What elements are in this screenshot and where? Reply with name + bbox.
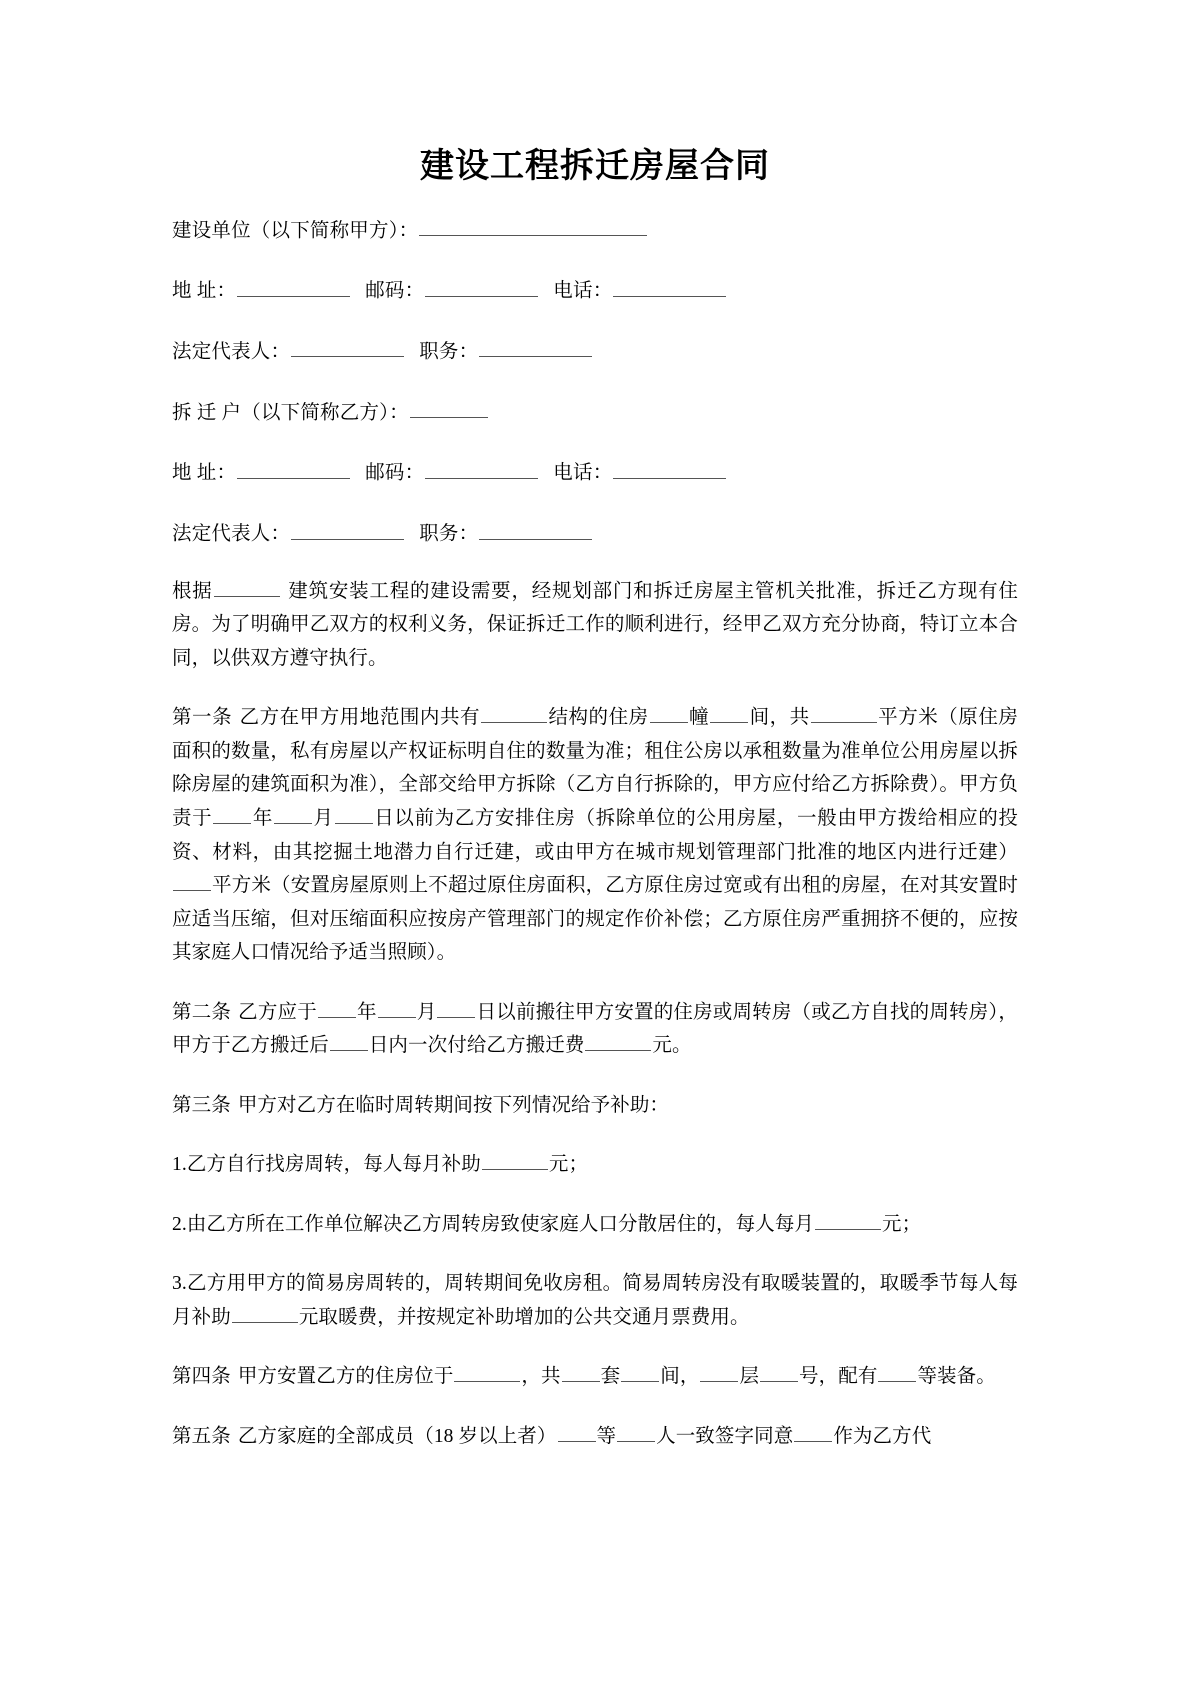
article-4-sets-input[interactable] (562, 1361, 600, 1382)
article-1-seg2: 结构的住房 (548, 707, 649, 729)
article-2-seg6: 元。 (652, 1035, 692, 1057)
article-4-seg3: 套 (600, 1366, 621, 1388)
article-5-agent-input[interactable] (794, 1420, 832, 1441)
article-4-seg4: 间， (660, 1366, 700, 1388)
preamble-project-input[interactable] (214, 575, 280, 596)
preamble-seg1: 根据 (172, 580, 213, 602)
builder-legal-rep-input[interactable] (291, 336, 404, 357)
subsidy-1-amount-input[interactable] (482, 1149, 548, 1170)
article-5-seg1: 乙方家庭的全部成员（18 岁以上者） (237, 1425, 557, 1447)
preamble-paragraph (172, 549, 1018, 676)
legal-rep-label: 法定代表人： (172, 523, 291, 545)
article-4-label: 第四条 (172, 1366, 231, 1388)
article-5-seg4: 作为乙方代 (833, 1425, 932, 1447)
resident-position-input[interactable] (479, 518, 592, 539)
phone-label: 电话： (553, 462, 613, 484)
article-1-day-input[interactable] (335, 803, 373, 824)
article-4-equipment-input[interactable] (878, 1361, 916, 1382)
article-4-location-input[interactable] (454, 1361, 520, 1382)
builder-address-input[interactable] (237, 275, 350, 296)
article-2-year-input[interactable] (318, 996, 356, 1017)
article-2-seg3: 月 (416, 1001, 437, 1023)
field-resident-unit-label: 拆 迁 户（以下简称乙方）： (172, 402, 409, 424)
article-1-seg8: 日以前为乙方安排住房（拆除单位的公用房屋，一般由甲方拨给相应的投资、材料，由其挖掘土地潜力自行迁建，或由甲方在城市规划管理部门批准的地区内进行迁建） (172, 808, 1019, 863)
article-2-day-input[interactable] (437, 996, 475, 1017)
article-3-text: 甲方对乙方在临时周转期间按下列情况给予补助： (237, 1094, 670, 1116)
article-2-seg5: 日内一次付给乙方搬迁费 (368, 1035, 585, 1057)
preamble-seg2: 建筑安装工程的建设需要，经规划部门和拆迁房屋主管机关批准，拆迁乙方现有住房。为了明确甲乙双方的权利义务，保证拆迁工作的顺利进行，经甲乙双方充分协商，特订立本合同，以供双方遵守执行。 (172, 580, 1019, 669)
article-3-paragraph (172, 1063, 1018, 1123)
subsidy-1-seg1: 乙方自行找房周转，每人每月补助 (186, 1154, 481, 1176)
subsidy-1-num: 1. (172, 1154, 187, 1176)
article-4-paragraph (172, 1334, 1018, 1394)
article-4-seg7: 等装备。 (917, 1366, 996, 1388)
article-4-seg6: 号，配有 (799, 1366, 878, 1388)
article-1-year-input[interactable] (213, 803, 251, 824)
field-resident-legal-rep-row (172, 488, 1018, 549)
article-2-label: 第二条 (172, 1001, 232, 1023)
builder-phone-input[interactable] (613, 275, 726, 296)
subsidy-2-seg1: 由乙方所在工作单位解决乙方周转房致使家庭人口分散居住的，每人每月 (186, 1213, 815, 1235)
article-4-floor-input[interactable] (700, 1361, 738, 1382)
article-2-fee-input[interactable] (585, 1030, 651, 1051)
article-2-seg1: 乙方应于 (238, 1001, 317, 1023)
resident-postcode-input[interactable] (425, 457, 538, 478)
subsidy-2-num: 2. (172, 1213, 187, 1235)
phone-label: 电话： (553, 280, 613, 302)
builder-position-input[interactable] (479, 336, 592, 357)
field-builder-unit-label: 建设单位（以下简称甲方）： (172, 219, 419, 241)
article-2-seg4: 日以前搬往甲方安置的住房或周转房（或乙方自找的周转房），甲方于乙方搬迁后 (172, 1001, 1018, 1057)
address-label: 地 址： (172, 280, 237, 302)
article-5-count-input[interactable] (617, 1420, 655, 1441)
subsidy-item-1 (172, 1122, 1018, 1182)
field-resident-unit (172, 367, 1018, 428)
subsidy-3-seg2: 元取暖费，并按规定补助增加的公共交通月票费用。 (298, 1306, 750, 1328)
article-5-seg2: 等 (596, 1425, 617, 1447)
builder-postcode-input[interactable] (425, 275, 538, 296)
address-label: 地 址： (172, 462, 237, 484)
page-title: 建设工程拆迁房屋合同 (420, 148, 770, 185)
article-5-label: 第五条 (172, 1425, 231, 1447)
article-1-paragraph (172, 675, 1018, 969)
article-1-seg5: 平方米（原住房面积的数量，私有房屋以产权证标明自住的数量为准；租住公房以承租数量为准单位公用房屋以拆除房屋的建筑面积为准），全部交给甲方拆除（乙方自行拆除的，甲方应付给乙方拆除费）。甲方负责于 (172, 707, 1018, 829)
resident-unit-input[interactable] (410, 397, 488, 418)
article-3-label: 第三条 (172, 1094, 231, 1116)
article-4-seg1: 甲方安置乙方的住房位于 (237, 1366, 454, 1388)
article-4-rooms-input[interactable] (621, 1361, 659, 1382)
article-1-area-input[interactable] (811, 702, 877, 723)
subsidy-2-amount-input[interactable] (815, 1208, 881, 1229)
article-4-number-input[interactable] (760, 1361, 798, 1382)
field-resident-address-row (172, 427, 1018, 488)
article-1-resettle-area-input[interactable] (173, 870, 211, 891)
subsidy-3-num: 3. (172, 1273, 187, 1295)
article-5-paragraph (172, 1394, 1018, 1454)
subsidy-1-seg2: 元； (548, 1154, 589, 1176)
resident-legal-rep-input[interactable] (291, 518, 404, 539)
article-1-seg1: 乙方在甲方用地范围内共有 (239, 707, 481, 729)
article-2-month-input[interactable] (378, 996, 416, 1017)
article-1-structure-input[interactable] (481, 702, 547, 723)
article-1-seg4: 间，共 (749, 707, 810, 729)
subsidy-item-2 (172, 1182, 1018, 1242)
article-1-buildings-input[interactable] (650, 702, 688, 723)
article-5-members-input[interactable] (558, 1420, 596, 1441)
subsidy-2-seg2: 元； (882, 1213, 922, 1235)
subsidy-3-seg1: 乙方用甲方的简易房周转的，周转期间免收房租。简易周转房没有取暖装置的，取暖季节每人每月补助 (172, 1273, 1018, 1328)
field-builder-address-row (172, 245, 1018, 306)
subsidy-3-amount-input[interactable] (232, 1301, 298, 1322)
article-2-days-input[interactable] (330, 1030, 368, 1051)
field-builder-unit (172, 189, 1018, 246)
article-1-seg9: 平方米（安置房屋原则上不超过原住房面积，乙方原住房过宽或有出租的房屋，在对其安置时应适当压缩，但对压缩面积应按房产管理部门的规定作价补偿；乙方原住房严重拥挤不便的，应按其家庭人口情况给予适当照顾）。 (172, 875, 1018, 964)
legal-rep-label: 法定代表人： (172, 341, 291, 363)
article-1-rooms-input[interactable] (710, 702, 748, 723)
article-1-seg3: 幢 (688, 707, 710, 729)
article-2-paragraph (172, 970, 1018, 1063)
article-1-seg6: 年 (252, 808, 273, 829)
postcode-label: 邮码： (365, 462, 425, 484)
resident-address-input[interactable] (237, 457, 350, 478)
resident-phone-input[interactable] (613, 457, 726, 478)
subsidy-item-3 (172, 1241, 1018, 1334)
postcode-label: 邮码： (365, 280, 425, 302)
article-4-seg5: 层 (739, 1366, 760, 1388)
position-label: 职务： (419, 341, 479, 363)
field-builder-legal-rep-row (172, 306, 1018, 367)
article-1-month-input[interactable] (274, 803, 312, 824)
article-1-label: 第一条 (172, 707, 233, 729)
article-5-seg3: 人一致签字同意 (656, 1425, 794, 1447)
position-label: 职务： (419, 523, 479, 545)
builder-unit-input[interactable] (419, 215, 647, 236)
article-2-seg2: 年 (356, 1001, 377, 1023)
article-4-seg2: ，共 (521, 1366, 561, 1388)
article-1-seg7: 月 (312, 808, 334, 829)
